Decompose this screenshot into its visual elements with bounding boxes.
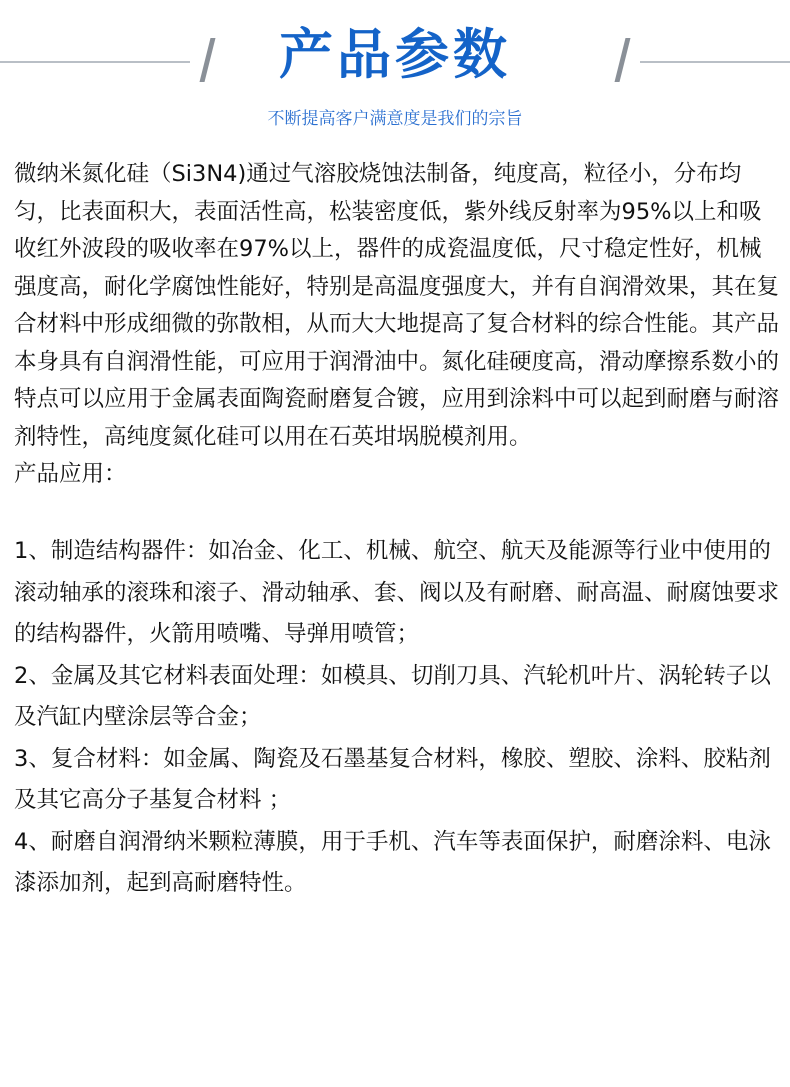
content-body <box>14 156 780 905</box>
page-title: 产品参数 <box>279 23 511 86</box>
header <box>0 0 790 140</box>
header-rule-right <box>640 61 790 63</box>
applications-heading: 产品应用： <box>14 461 127 487</box>
product-description: 微纳米氮化硅（Si3N4)通过气溶胶烧蚀法制备，纯度高，粒径小，分布均匀，比表面积大，表面活性高，松装密度低，紫外线反射率为95%以上和吸收红外波段的吸收率在97%以上，器件的成瓷温度低，尺寸稳定性好，机械强度高，耐化学腐蚀性能好，特别是高温度强度大，并有自润滑效果，其在复合材料中形成细微的弥散相，从而大大地提高了复合材料的综合性能。其产品本身具有自润滑性能，可应用于润滑油中。氮化硅硬度高，滑动摩擦系数小的特点可以应用于金属表面陶瓷耐磨复合镀，应用到涂料中可以起到耐磨与耐溶剂特性，高纯度氮化硅可以用在石英坩埚脱模剂用。 <box>14 161 780 450</box>
page-subtitle: 不断提高客户满意度是我们的宗旨 <box>267 109 523 129</box>
application-item-2: 2、金属及其它材料表面处理：如模具、切削刀具、汽轮机叶片、涡轮转子以及汽缸内壁涂层等合金； <box>14 662 771 730</box>
spacer <box>14 494 780 532</box>
application-item-4: 4、耐磨自润滑纳米颗粒薄膜，用于手机、汽车等表面保护，耐磨涂料、电泳漆添加剂，起到高耐磨特性。 <box>14 828 771 896</box>
application-item-3: 3、复合材料：如金属、陶瓷及石墨基复合材料，橡胶、塑胶、涂料、胶粘剂及其它高分子基复合材料 ； <box>14 745 771 813</box>
application-item-1: 1、制造结构器件：如冶金、化工、机械、航空、航天及能源等行业中使用的滚动轴承的滚珠和滚子、滑动轴承、套、阀以及有耐磨、耐高温、耐腐蚀要求的结构器件，火箭用喷嘴、导弹用喷管； <box>14 538 780 647</box>
